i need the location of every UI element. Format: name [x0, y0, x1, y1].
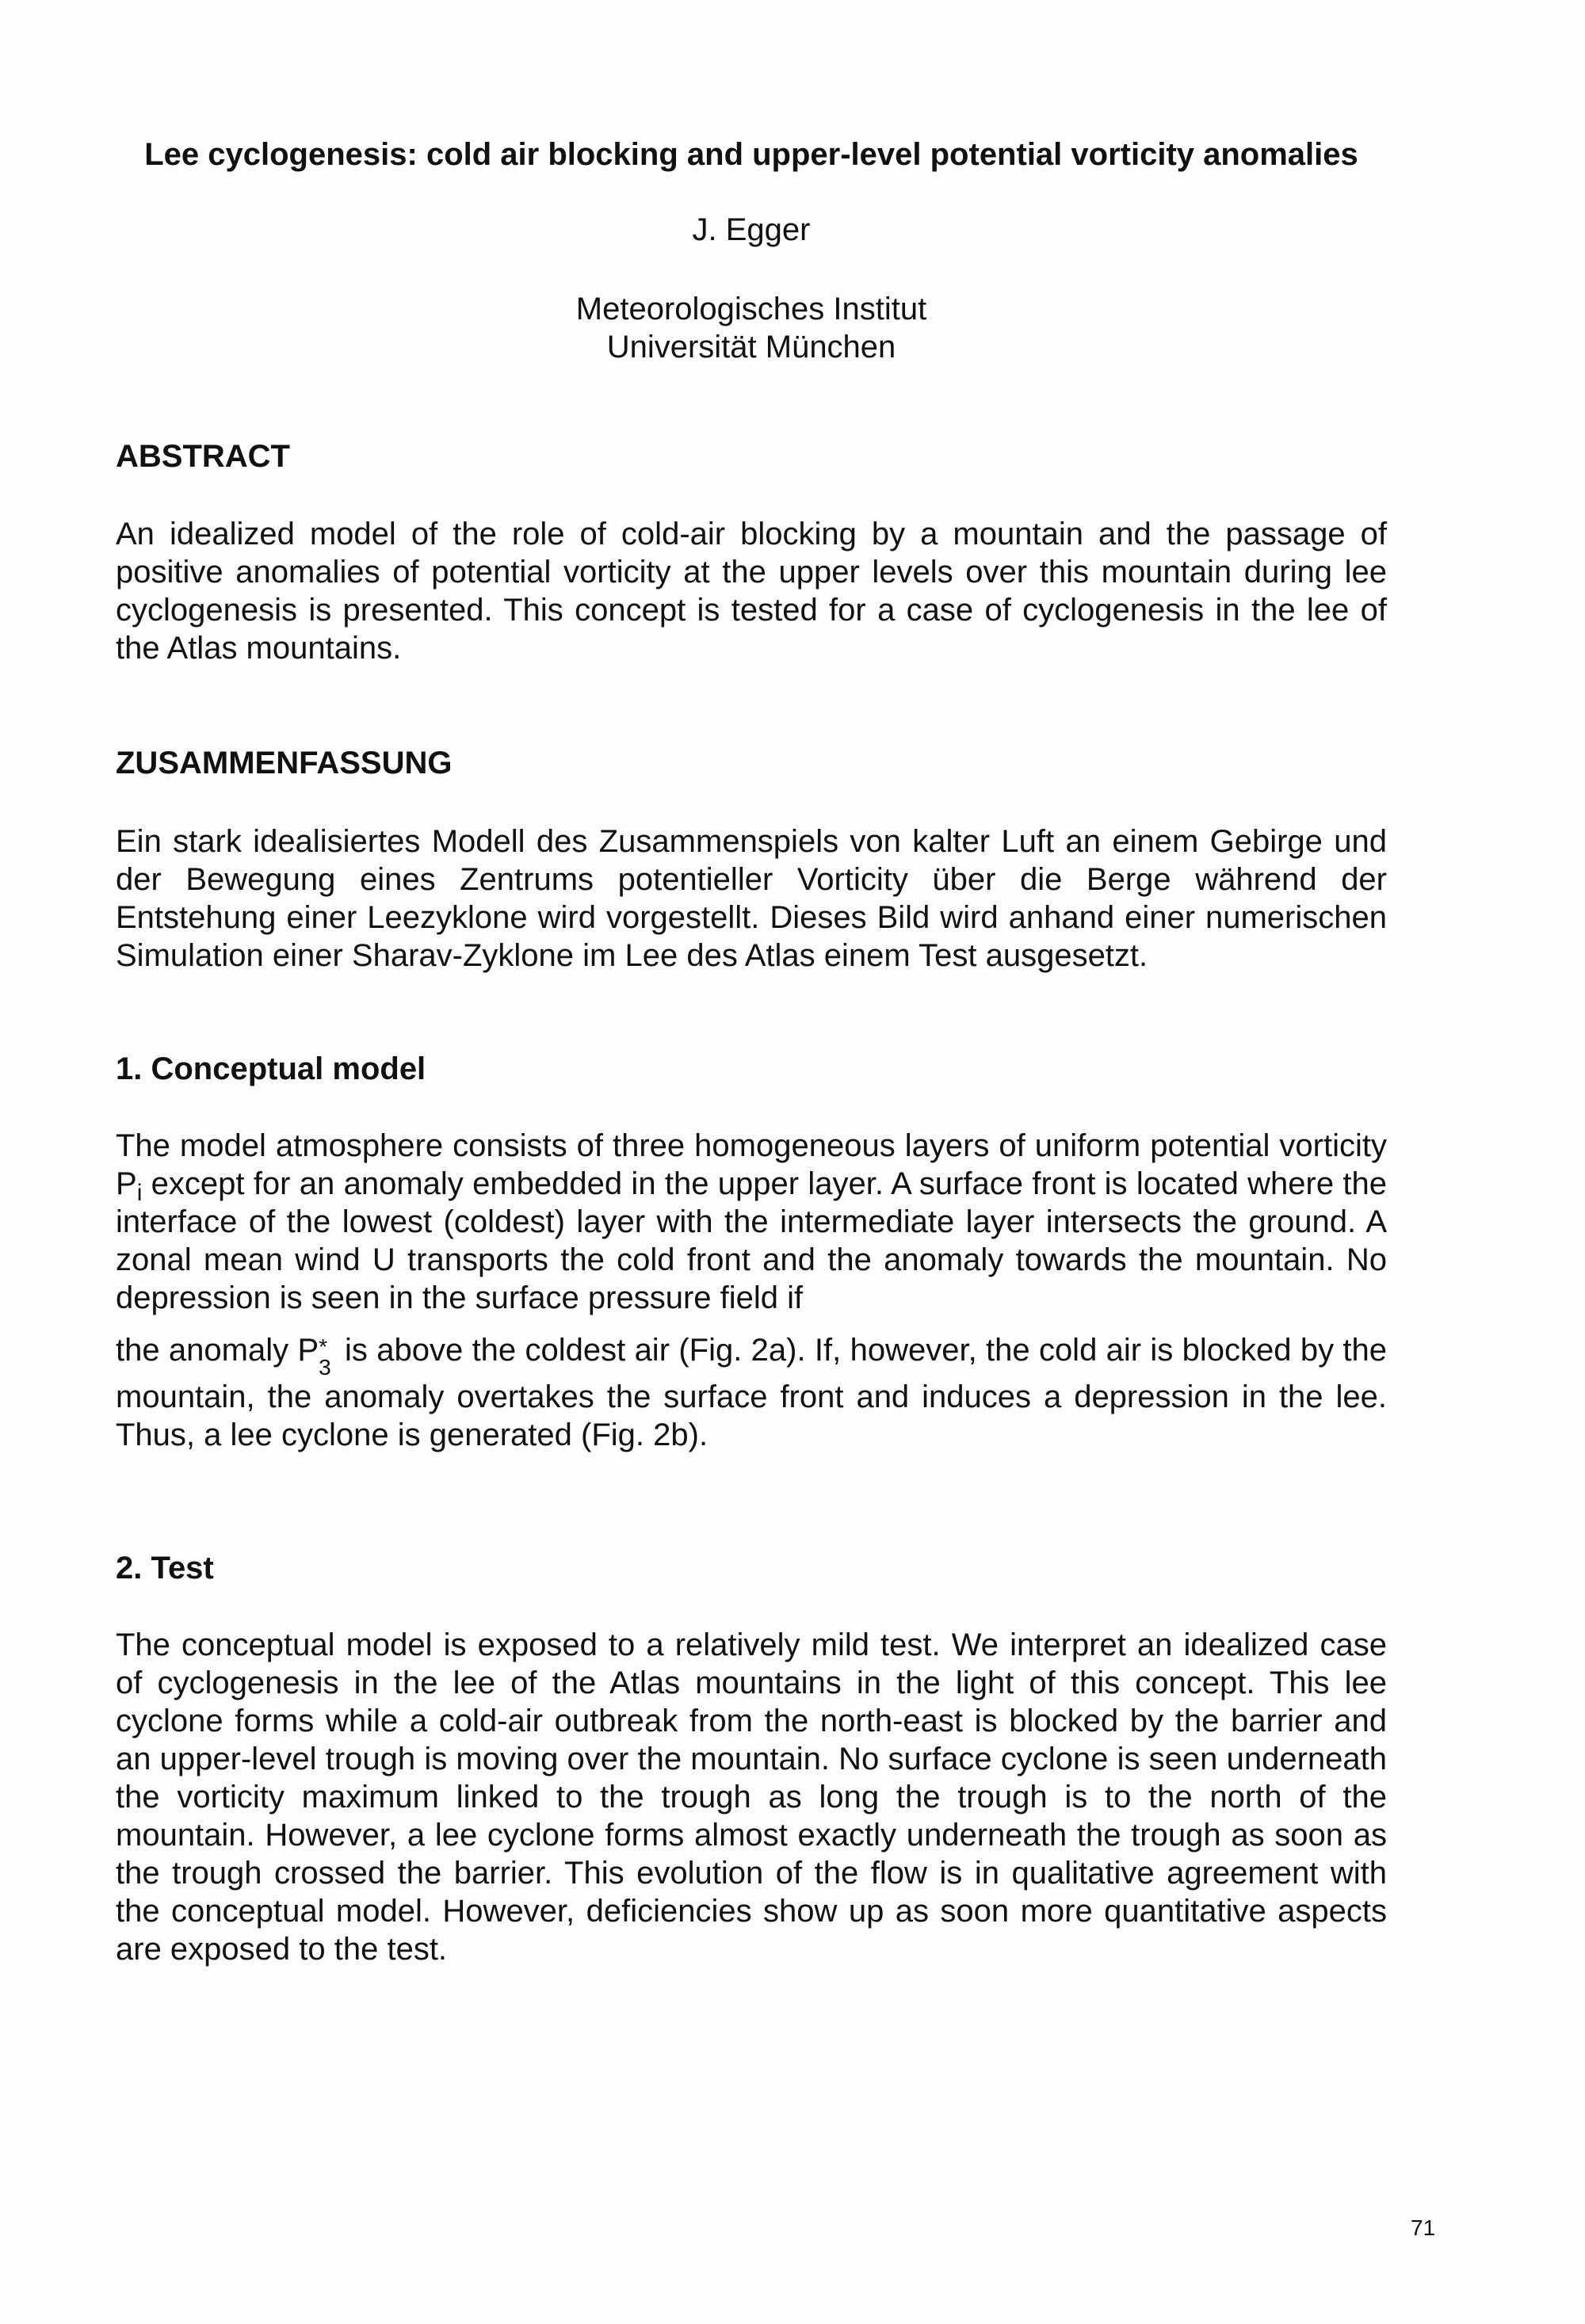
page-number: 71 — [1411, 2215, 1436, 2240]
section-1-paragraph-2 — [116, 1331, 1387, 1454]
text-span: the anomaly P — [116, 1333, 319, 1368]
page-content — [116, 135, 1387, 1968]
subscript-i: i — [136, 1180, 143, 1206]
zusammenfassung-paragraph: Ein stark idealisiertes Modell des Zusammenspiels von kalter Luft an einem Gebirge und der Bewegung eines Zentrums potentieller Vorticity über die Berge während der Entstehung einer Leezyklone wird vorgestellt. Dieses Bild wird anhand einer numerischen Simulation einer Sharav-Zyklone im Lee des Atlas einem Test ausgesetzt. — [116, 824, 1387, 973]
section-1-text — [116, 1127, 1387, 1454]
section-2-text — [116, 1626, 1387, 1968]
subscript-3: 3 — [319, 1355, 331, 1380]
section-2-paragraph: The conceptual model is exposed to a relatively mild test. We interpret an idealized case of cyclogenesis in the lee of the Atlas mountains in the light of this concept. This lee cyclone forms while a cold-air outbreak from the north-east is blocked by the barrier and an upper-level trough is moving over the mountain. No surface cyclone is seen underneath the vorticity maximum linked to the trough as long the trough is to the north of the mountain. However, a lee cyclone forms almost exactly underneath the trough as soon as the trough crossed the barrier. This evolution of the flow is in qualitative agreement with the conceptual model. However, deficiencies show up as soon more quantitative aspects are exposed to the test. — [116, 1628, 1387, 1967]
section-2-heading: 2. Test — [116, 1551, 214, 1586]
abstract-paragraph: An idealized model of the role of cold-air blocking by a mountain and the passage of positive anomalies of potential vorticity at the upper levels over this mountain during lee cyclogenesis is presented. This concept is tested for a case of cyclogenesis in the lee of the Atlas mountains. — [116, 517, 1387, 666]
abstract-text — [116, 515, 1387, 667]
affiliation-university: Universität München — [606, 330, 896, 364]
section-1-paragraph-1 — [116, 1127, 1387, 1317]
affiliation-institute: Meteorologisches Institut — [575, 292, 927, 326]
text-span: The model atmosphere consists of three homogeneous layers of uniform potential vorticity P — [116, 1128, 1387, 1201]
text-span: is above the coldest air (Fig. 2a). If, however, the cold air is blocked by the mountain, the anomaly overtakes the surface front and induces a depression in the lee. Thus, a lee cyclone is generated (Fig. 2b). — [116, 1333, 1388, 1452]
p3-star-symbol — [319, 1334, 331, 1380]
section-1-heading: 1. Conceptual model — [116, 1051, 426, 1086]
zusammenfassung-heading: ZUSAMMENFASSUNG — [116, 746, 453, 780]
paper-title: Lee cyclogenesis: cold air blocking and upper-level potential vorticity anomalies — [144, 137, 1358, 172]
superscript-star: * — [319, 1334, 328, 1359]
author: J. Egger — [692, 212, 811, 247]
zusammenfassung-text — [116, 822, 1387, 975]
text-span: except for an anomaly embedded in the upper layer. A surface front is located where the interface of the lowest (coldest) layer with the intermediate layer intersects the ground. A zonal mean wind U transports the cold front and the anomaly towards the mountain. No depression is seen in the surface pressure field if — [116, 1166, 1387, 1315]
abstract-heading: ABSTRACT — [116, 439, 290, 474]
